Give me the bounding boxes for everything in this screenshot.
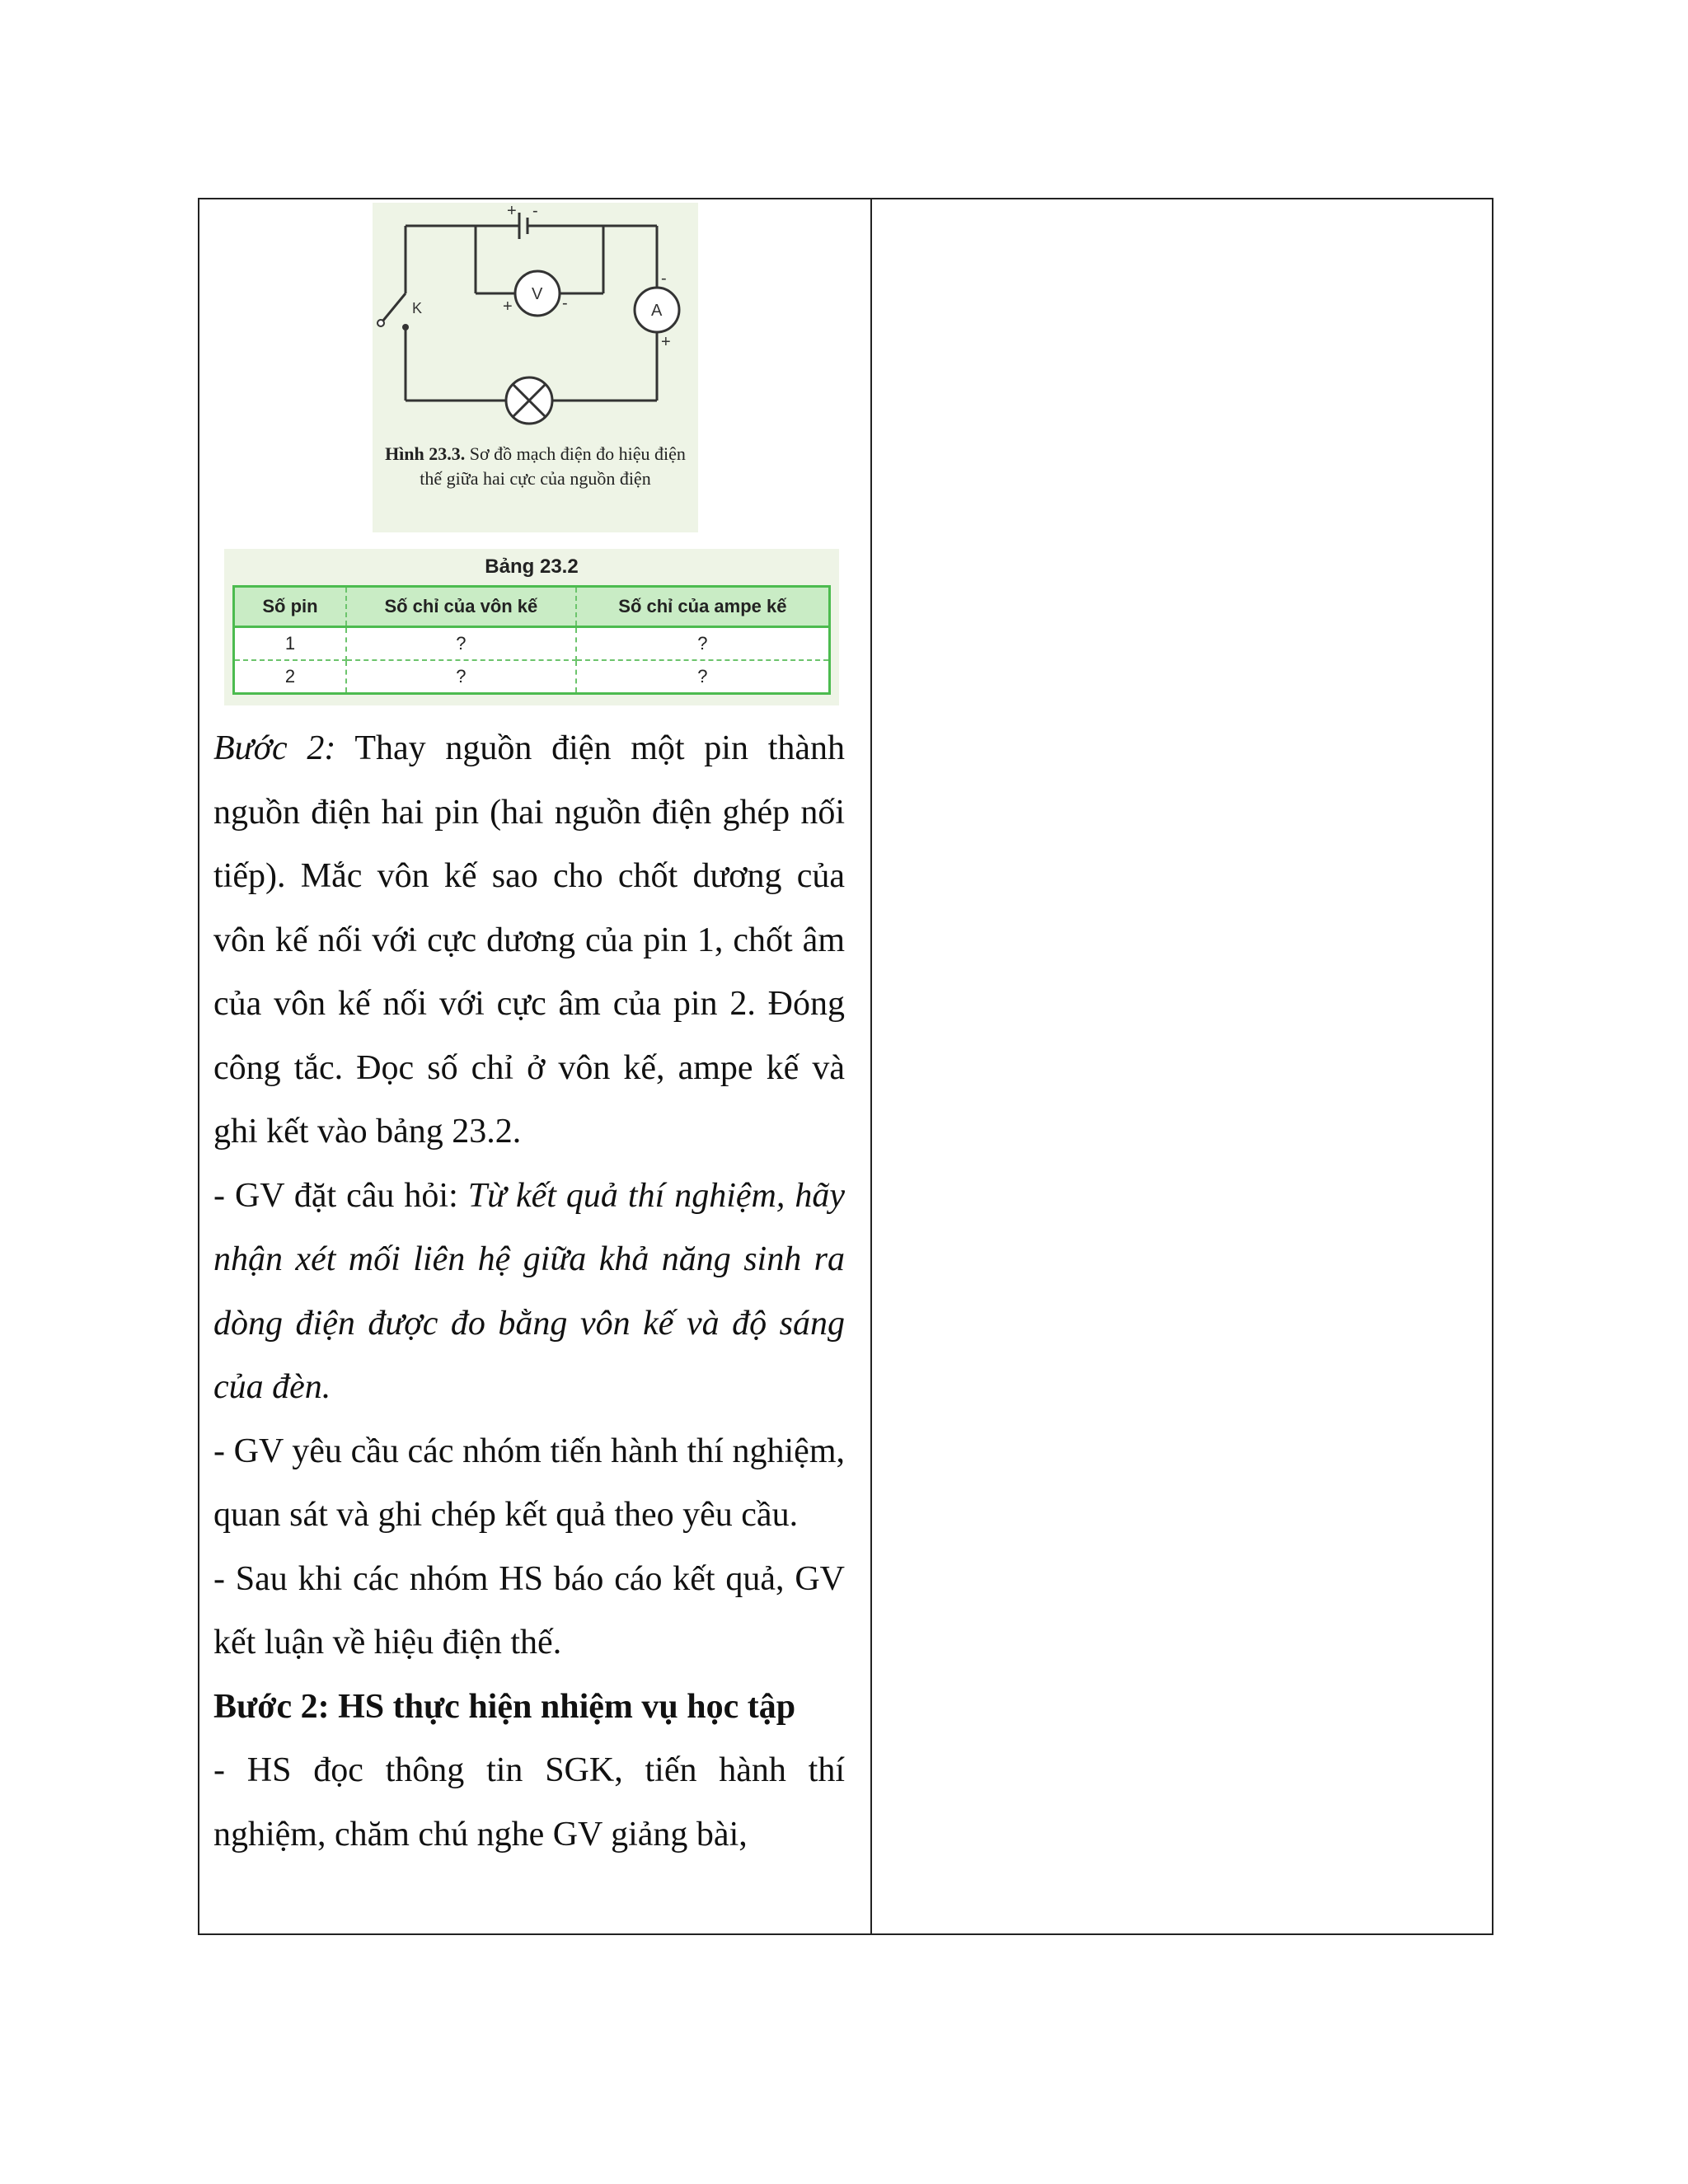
table-cell: 2 xyxy=(234,660,346,694)
figure-caption-label: Hình 23.3. xyxy=(385,443,466,464)
ammeter-plus-label: + xyxy=(661,333,671,351)
left-column xyxy=(199,199,870,1933)
table-cell: ? xyxy=(346,660,576,694)
body-text xyxy=(213,717,845,1867)
table-title: Bảng 23.2 xyxy=(485,555,579,578)
data-table xyxy=(232,585,831,695)
teacher-question-paragraph xyxy=(213,1165,845,1420)
table-cell: 1 xyxy=(234,627,346,661)
battery-plus-label: + xyxy=(507,203,517,220)
right-column xyxy=(872,199,1492,1933)
step-heading: Bước 2: HS thực hiện nhiệm vụ học tập xyxy=(213,1687,796,1726)
voltmeter-plus-label: + xyxy=(503,298,513,316)
header-ammeter-reading: Số chỉ của ampe kế xyxy=(576,587,830,627)
ammeter-label: A xyxy=(651,302,663,320)
data-table-block xyxy=(224,549,839,705)
table-cell: ? xyxy=(346,627,576,661)
question-text: Từ kết quả thí nghiệm, hãy nhận xét mối liên hệ giữa khả năng sinh ra dòng điện được đo bằng vôn kế và độ sáng của đèn. xyxy=(213,1176,846,1406)
switch-label: K xyxy=(412,300,423,316)
table-header-row xyxy=(234,587,830,627)
step-2-paragraph xyxy=(213,717,845,1165)
ammeter-minus-label: - xyxy=(661,269,667,288)
step-label: Bước 2: xyxy=(213,729,336,767)
table-row xyxy=(234,660,830,694)
header-voltmeter-reading: Số chỉ của vôn kế xyxy=(346,587,576,627)
conclusion-paragraph: - Sau khi các nhóm HS báo cáo kết quả, GV kết luận về hiệu điện thế. xyxy=(213,1559,845,1661)
table-row xyxy=(234,627,830,661)
circuit-figure xyxy=(373,203,698,532)
circuit-diagram xyxy=(373,203,698,442)
group-task-paragraph: - GV yêu cầu các nhóm tiến hành thí nghiệm, quan sát và ghi chép kết quả theo yêu cầu. xyxy=(213,1432,845,1534)
figure-caption xyxy=(381,442,690,491)
voltmeter-minus-label: - xyxy=(562,294,568,312)
step-text: Thay nguồn điện một pin thành nguồn điện hai pin (hai nguồn điện ghép nối tiếp). Mắc vôn kế sao cho chốt dương của vôn kế nối với cực dương của pin 1, chốt âm của vôn kế nối với cực âm của pin 2. Đóng công tắc. Đọc số chỉ ở vôn kế, ampe kế và ghi kết vào bảng 23.2. xyxy=(213,729,845,1151)
student-task-paragraph: - HS đọc thông tin SGK, tiến hành thí nghiệm, chăm chú nghe GV giảng bài, xyxy=(213,1751,845,1854)
header-so-pin: Số pin xyxy=(234,587,346,627)
question-prefix: - GV đặt câu hỏi: xyxy=(213,1176,468,1215)
figure-caption-text: Sơ đồ mạch điện đo hiệu điện thế giữa hai cực của nguồn điện xyxy=(420,443,686,489)
table-cell: ? xyxy=(576,660,830,694)
battery-minus-label: - xyxy=(532,203,538,220)
table-cell: ? xyxy=(576,627,830,661)
voltmeter-label: V xyxy=(532,285,543,303)
lesson-table xyxy=(198,198,1493,1935)
